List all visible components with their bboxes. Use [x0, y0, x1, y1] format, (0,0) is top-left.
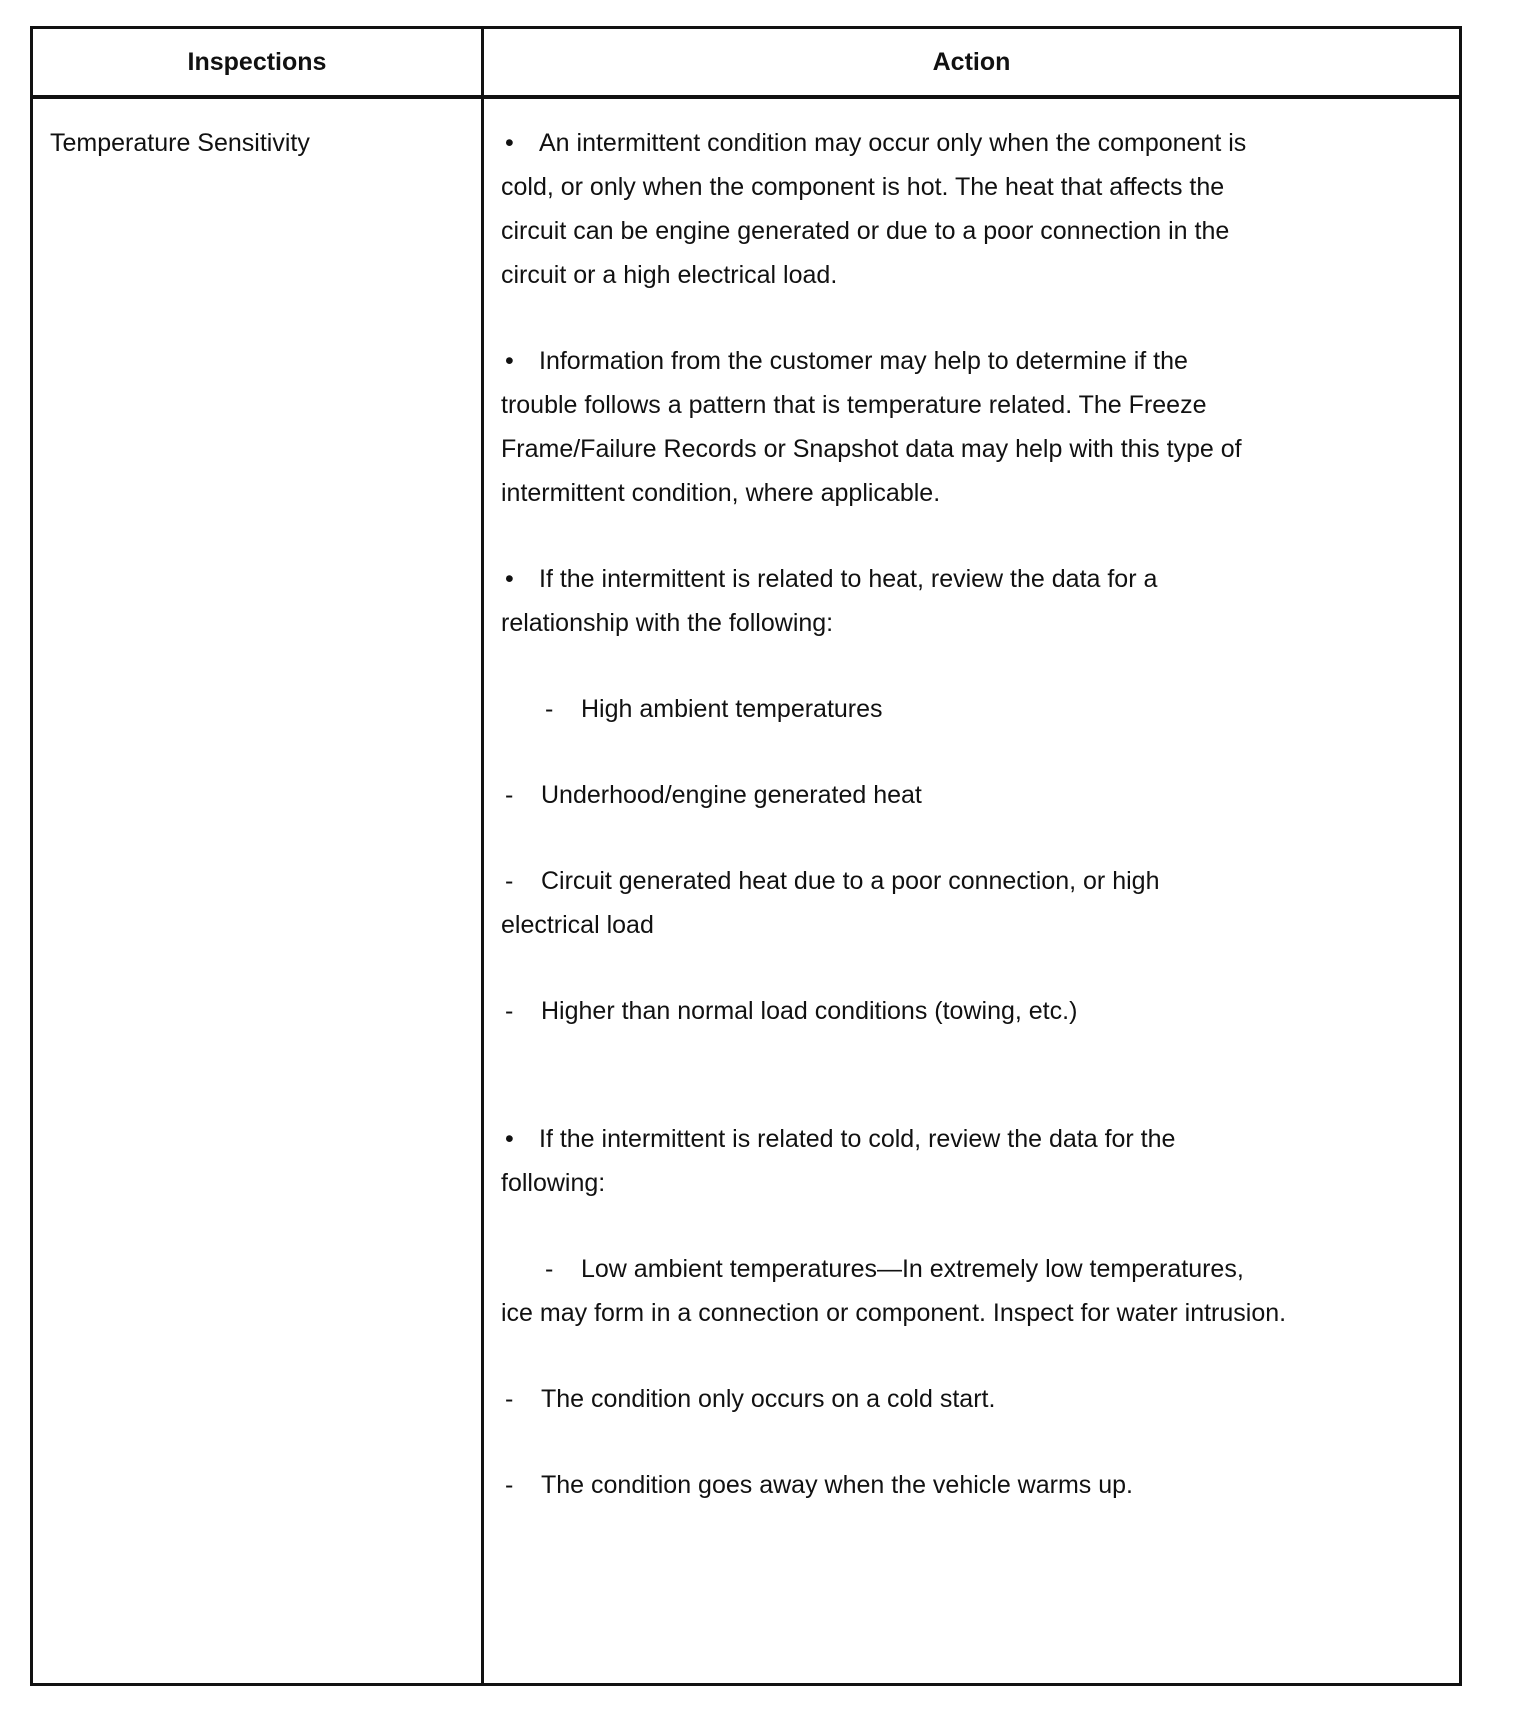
- action-line: The condition only occurs on a cold start.: [541, 1385, 996, 1413]
- inspection-name: Temperature Sensitivity: [50, 129, 310, 157]
- action-line: relationship with the following:: [501, 609, 834, 637]
- action-bullet-3: [501, 557, 1431, 645]
- action-line: trouble follows a pattern that is temperature related. The Freeze: [501, 391, 1207, 419]
- action-line: ice may form in a connection or component. Inspect for water intrusion.: [501, 1299, 1287, 1327]
- action-line: Information from the customer may help to determine if the: [539, 347, 1188, 375]
- action-subitem-4: [501, 989, 1431, 1033]
- action-line: cold, or only when the component is hot. The heat that affects the: [501, 173, 1225, 201]
- action-line: Underhood/engine generated heat: [541, 781, 922, 809]
- action-line: following:: [501, 1169, 606, 1197]
- action-line: circuit or a high electrical load.: [501, 261, 838, 289]
- bullet-mark: •: [505, 565, 514, 593]
- action-line: intermittent condition, where applicable.: [501, 479, 941, 507]
- action-line: Higher than normal load conditions (towing, etc.): [541, 997, 1078, 1025]
- action-line: circuit can be engine generated or due to a poor connection in the: [501, 217, 1230, 245]
- bullet-mark: •: [505, 129, 514, 157]
- action-bullet-4: [501, 1117, 1431, 1205]
- action-line: High ambient temperatures: [581, 695, 883, 723]
- column-divider: [481, 29, 484, 1683]
- dash-mark: -: [505, 997, 514, 1025]
- dash-mark: -: [545, 1255, 554, 1283]
- dash-mark: -: [505, 1471, 514, 1499]
- action-line: Frame/Failure Records or Snapshot data may help with this type of: [501, 435, 1242, 463]
- table-header-row: [33, 29, 1459, 99]
- action-subitem-2: [501, 773, 1431, 817]
- action-line: electrical load: [501, 911, 654, 939]
- header-action: Action: [932, 48, 1011, 76]
- action-subitem-6: [501, 1377, 1431, 1421]
- bullet-mark: •: [505, 347, 514, 375]
- action-subitem-7: [501, 1463, 1431, 1507]
- bullet-mark: •: [505, 1125, 514, 1153]
- action-subitem-1: [501, 687, 1431, 731]
- action-cell: [501, 121, 1431, 1507]
- dash-mark: -: [505, 1385, 514, 1413]
- header-inspections: Inspections: [187, 48, 327, 76]
- action-line: If the intermittent is related to cold, review the data for the: [539, 1125, 1176, 1153]
- action-subitem-3: [501, 859, 1431, 947]
- dash-mark: -: [505, 867, 514, 895]
- action-line: Low ambient temperatures—In extremely low temperatures,: [581, 1255, 1244, 1283]
- action-line: The condition goes away when the vehicle warms up.: [541, 1471, 1133, 1499]
- action-line: An intermittent condition may occur only when the component is: [539, 129, 1247, 157]
- action-bullet-1: [501, 121, 1431, 297]
- action-subitem-5: [501, 1247, 1431, 1335]
- action-line: If the intermittent is related to heat, review the data for a: [539, 565, 1158, 593]
- dash-mark: -: [505, 781, 514, 809]
- inspection-table: [30, 26, 1462, 1686]
- action-bullet-2: [501, 339, 1431, 515]
- action-line: Circuit generated heat due to a poor connection, or high: [541, 867, 1160, 895]
- dash-mark: -: [545, 695, 554, 723]
